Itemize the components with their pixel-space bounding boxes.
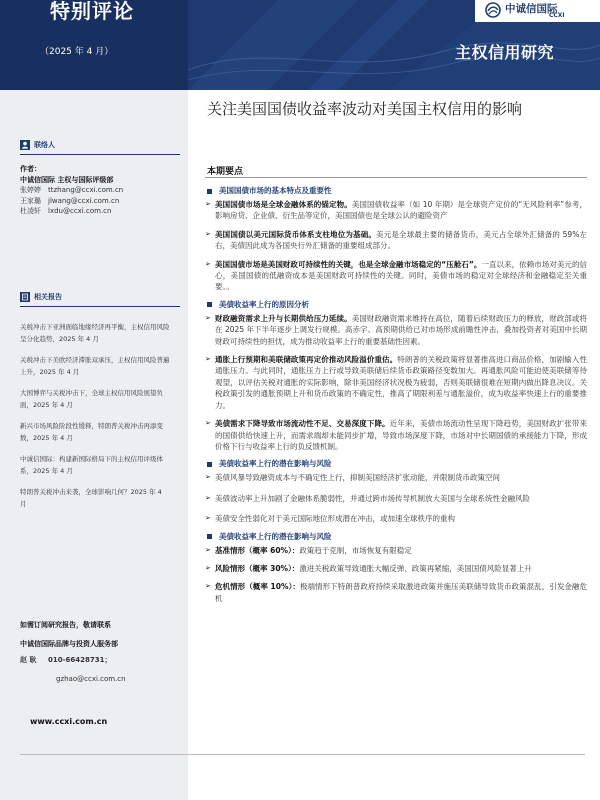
section-heading: 美债收益率上行的原因分析 (205, 300, 587, 310)
bullet-item (205, 472, 587, 483)
contact-email[interactable]: gzhao@ccxi.com.cn (56, 674, 126, 683)
bullet-lead: 基准情形（概率 60%）： (215, 545, 300, 555)
square-bullet-icon (207, 534, 212, 539)
related-section-header (20, 290, 180, 304)
author-row (20, 196, 180, 207)
contact-phone: 010-66428731； (48, 656, 112, 664)
bullet-text: 美债风暴导致融资成本与不确定性上行，抑制美国经济扩张动能，并限制货币政策空间 (215, 473, 500, 483)
author-row (20, 206, 180, 217)
bullet-item (205, 581, 587, 604)
bullet-text: 极端情形下特朗普政府持续采取激进政策并施压美联储导致货币政策混乱，引发金融危机 (215, 582, 588, 603)
bullet-text: 一直以来，依赖市场对美元的信心，美国国债的低融资成本是美国财政可持续性的关键。同时，美债市场的稳定对全球经济和金融稳定至关重要。。 (215, 259, 588, 292)
bullet-text: 近年来，美债市场流动性呈现下降趋势，美国财政扩张带来的国债供给快速上升，而需求端却未能同步扩增，导致市场深度下降，市场对中长期国债的承接能力下降，形成价格下行与收益率上行的负反馈机制。 (215, 419, 587, 451)
subscription-block (20, 620, 180, 684)
company-logo-abbr: CCXI (549, 12, 565, 19)
bullet-item (205, 513, 587, 524)
arrow-bullet-icon: ➢ (205, 229, 211, 238)
bullet-text: 美国财政融资需求维持在高位，随着后续财政压力的释放，财政部或将在 2025 年下半年逐步上调发行规模。高赤字、高预期供给已对市场形成前瞻性冲击，叠加投资者对美国中长期财政可持续性的担忧，成为推动收益率上行的重要基础性因素。 (215, 313, 587, 346)
contacts-section-header (20, 138, 180, 152)
author-email[interactable]: jlwang@ccxi.com.cn (48, 196, 120, 205)
bullet-lead: 危机情形（概率 10%）： (215, 582, 300, 592)
bullet-item (205, 354, 587, 411)
author-email[interactable]: ttzhang@ccxi.com.cn (48, 186, 124, 194)
header-left-panel (0, 0, 188, 90)
bullet-lead: 通胀上行预期和美联储政策再定价推动风险溢价重估。 (215, 355, 398, 365)
square-bullet-icon (207, 189, 212, 194)
bullet-text: 激进关税政策导致通胀大幅反弹、政策再紧缩，美国国债风险显著上升 (299, 563, 532, 573)
bullet-lead: 财政融资需求上升与长期供给压力延续。 (215, 313, 352, 323)
summary-body (205, 183, 587, 604)
bullet-lead: 美国国债以美元国际货币体系支柱地位为基础。 (215, 229, 377, 239)
author-label: 作者： (20, 165, 41, 173)
related-report-item[interactable]: 特朗普关税冲击来袭，全球影响几何？2025 年 4 月 (20, 488, 162, 508)
section-heading: 美国国债市场的基本特点及重要性 (205, 186, 587, 196)
author-name: 杜凌轩 (20, 207, 41, 215)
report-type-title: 主权信用研究 (455, 43, 555, 62)
arrow-bullet-icon: ➢ (205, 493, 211, 502)
bullet-item (205, 229, 587, 252)
contacts-divider (20, 154, 180, 155)
bullet-item (205, 493, 587, 504)
square-bullet-icon (207, 302, 212, 307)
arrow-bullet-icon: ➢ (205, 200, 211, 208)
related-report-item[interactable]: 中诚信国际：构建新国际格局下的主权信用评级体系，2025 年 4 月 (20, 455, 163, 475)
bullet-text: 美债波动率上升加剧了金融体系脆弱性，并通过跨市场传导机制放大美国与全球系统性金融风险 (215, 493, 530, 503)
bullet-item (205, 313, 587, 347)
bullet-item (205, 199, 587, 222)
arrow-bullet-icon: ➢ (205, 582, 211, 591)
bullet-item (205, 563, 587, 574)
company-logo-icon (485, 2, 501, 18)
bullet-lead: 美国国债市场是全球金融体系的锚定物。 (215, 200, 352, 209)
section-heading: 美债收益率上行的潜在影响与风险 (205, 532, 587, 542)
author-email[interactable]: lxdu@ccxi.com.cn (48, 207, 112, 215)
subscribe-note: 如需订阅研究报告，敬请联系 (20, 621, 111, 629)
contact-person: 赵 耿 (20, 656, 37, 664)
document-icon (20, 292, 30, 302)
related-report-item[interactable]: 大国博弈与关税冲击下，全球主权信用风险展望负面，2025 年 4 月 (20, 389, 163, 409)
related-reports-list (20, 322, 180, 520)
bullet-item (205, 259, 587, 293)
report-date: （2025 年 4 月） (40, 47, 114, 57)
bullet-lead: 风险情形（概率 30%）： (215, 563, 300, 573)
company-logo-name: 中诚信国际 (505, 3, 558, 15)
related-reports-label: 相关报告 (34, 293, 62, 301)
contacts-icon (20, 140, 30, 150)
service-department: 中诚信国际品牌与投资人服务部 (20, 639, 118, 648)
bullet-text: 政策趋于克制，市场恢复有限稳定 (299, 545, 412, 555)
arrow-bullet-icon: ➢ (205, 473, 211, 482)
summary-divider (205, 177, 587, 178)
bullet-text: 美元是全球最主要的储备货币，美元占全球外汇储备的 59%左右，美债因此成为各国央行外汇储备的重要组成部分。 (215, 229, 587, 251)
arrow-bullet-icon: ➢ (205, 514, 211, 523)
author-block (20, 164, 180, 217)
contact-phone-row (20, 655, 180, 666)
arrow-bullet-icon: ➢ (205, 419, 211, 428)
website-link[interactable]: www.ccxi.com.cn (30, 717, 108, 726)
related-report-item[interactable]: 新兴市场风险阶段性缓释，特朗普关税冲击再添变数，2025 年 4 月 (20, 422, 163, 442)
bullet-lead: 美债需求下降导致市场流动性不足、交易深度下降。 (215, 419, 390, 429)
summary-heading: 本期要点 (207, 167, 244, 177)
bullet-item (205, 418, 587, 452)
bullet-text: 特朗普的关税政策将显著推高进口商品价格，加剧输入性通胀压力。与此同时，通胀压力上行或导致美联储后续货币政策路径变数加大。再通胀风险可能迫使美联储等待观望，以评估关税对通胀的实际影响，除非美国经济状况极为疲弱，否则美联储很难在短期内做出降息决议。关税政策引发的通胀预期上升和货币政策的不确定性，推高了期限利差与通胀溢价，成为收益率快速上行的重要推力。 (215, 355, 587, 410)
report-series-title: 特别评论 (50, 0, 134, 23)
author-name: 张婷婷 (20, 186, 41, 194)
related-report-item[interactable]: 关税冲击下美欧经济滞胀双承压，主权信用风险普遍上升，2025 年 4 月 (20, 356, 170, 376)
footer-divider (20, 754, 585, 755)
arrow-bullet-icon: ➢ (205, 563, 211, 572)
arrow-bullet-icon: ➢ (205, 313, 211, 322)
arrow-bullet-icon: ➢ (205, 545, 211, 554)
square-bullet-icon (207, 462, 212, 467)
author-department: 中诚信国际 主权与国际评级部 (20, 175, 114, 184)
bullet-text: 美国国债收益率（如 10 年期）是全球资产定价的“无风险利率”参考，影响房贷、企业债、衍生品等定价，美国国债也是全球公认的避险资产 (215, 200, 587, 221)
arrow-bullet-icon: ➢ (205, 259, 211, 268)
page-title: 关注美国国债收益率波动对美国主权信用的影响 (207, 100, 523, 118)
bullet-lead: 美国国债市场是美国财政可持续性的关键，也是全球金融市场稳定的“压舱石”。 (215, 259, 482, 269)
contacts-label: 联络人 (34, 141, 55, 149)
author-name: 王家璐 (20, 196, 41, 205)
related-report-item[interactable]: 关税冲击下亚洲面临地缘经济再平衡，主权信用风险呈分化趋势，2025 年 4 月 (20, 323, 170, 343)
author-row (20, 185, 180, 196)
bullet-text: 美债安全性弱化对于美元国际地位形成潜在冲击，或加速全球秩序的重构 (215, 514, 455, 524)
arrow-bullet-icon: ➢ (205, 355, 211, 364)
section-heading: 美债收益率上行的潜在影响与风险 (205, 459, 587, 469)
related-divider (20, 306, 180, 307)
bullet-item (205, 545, 587, 556)
